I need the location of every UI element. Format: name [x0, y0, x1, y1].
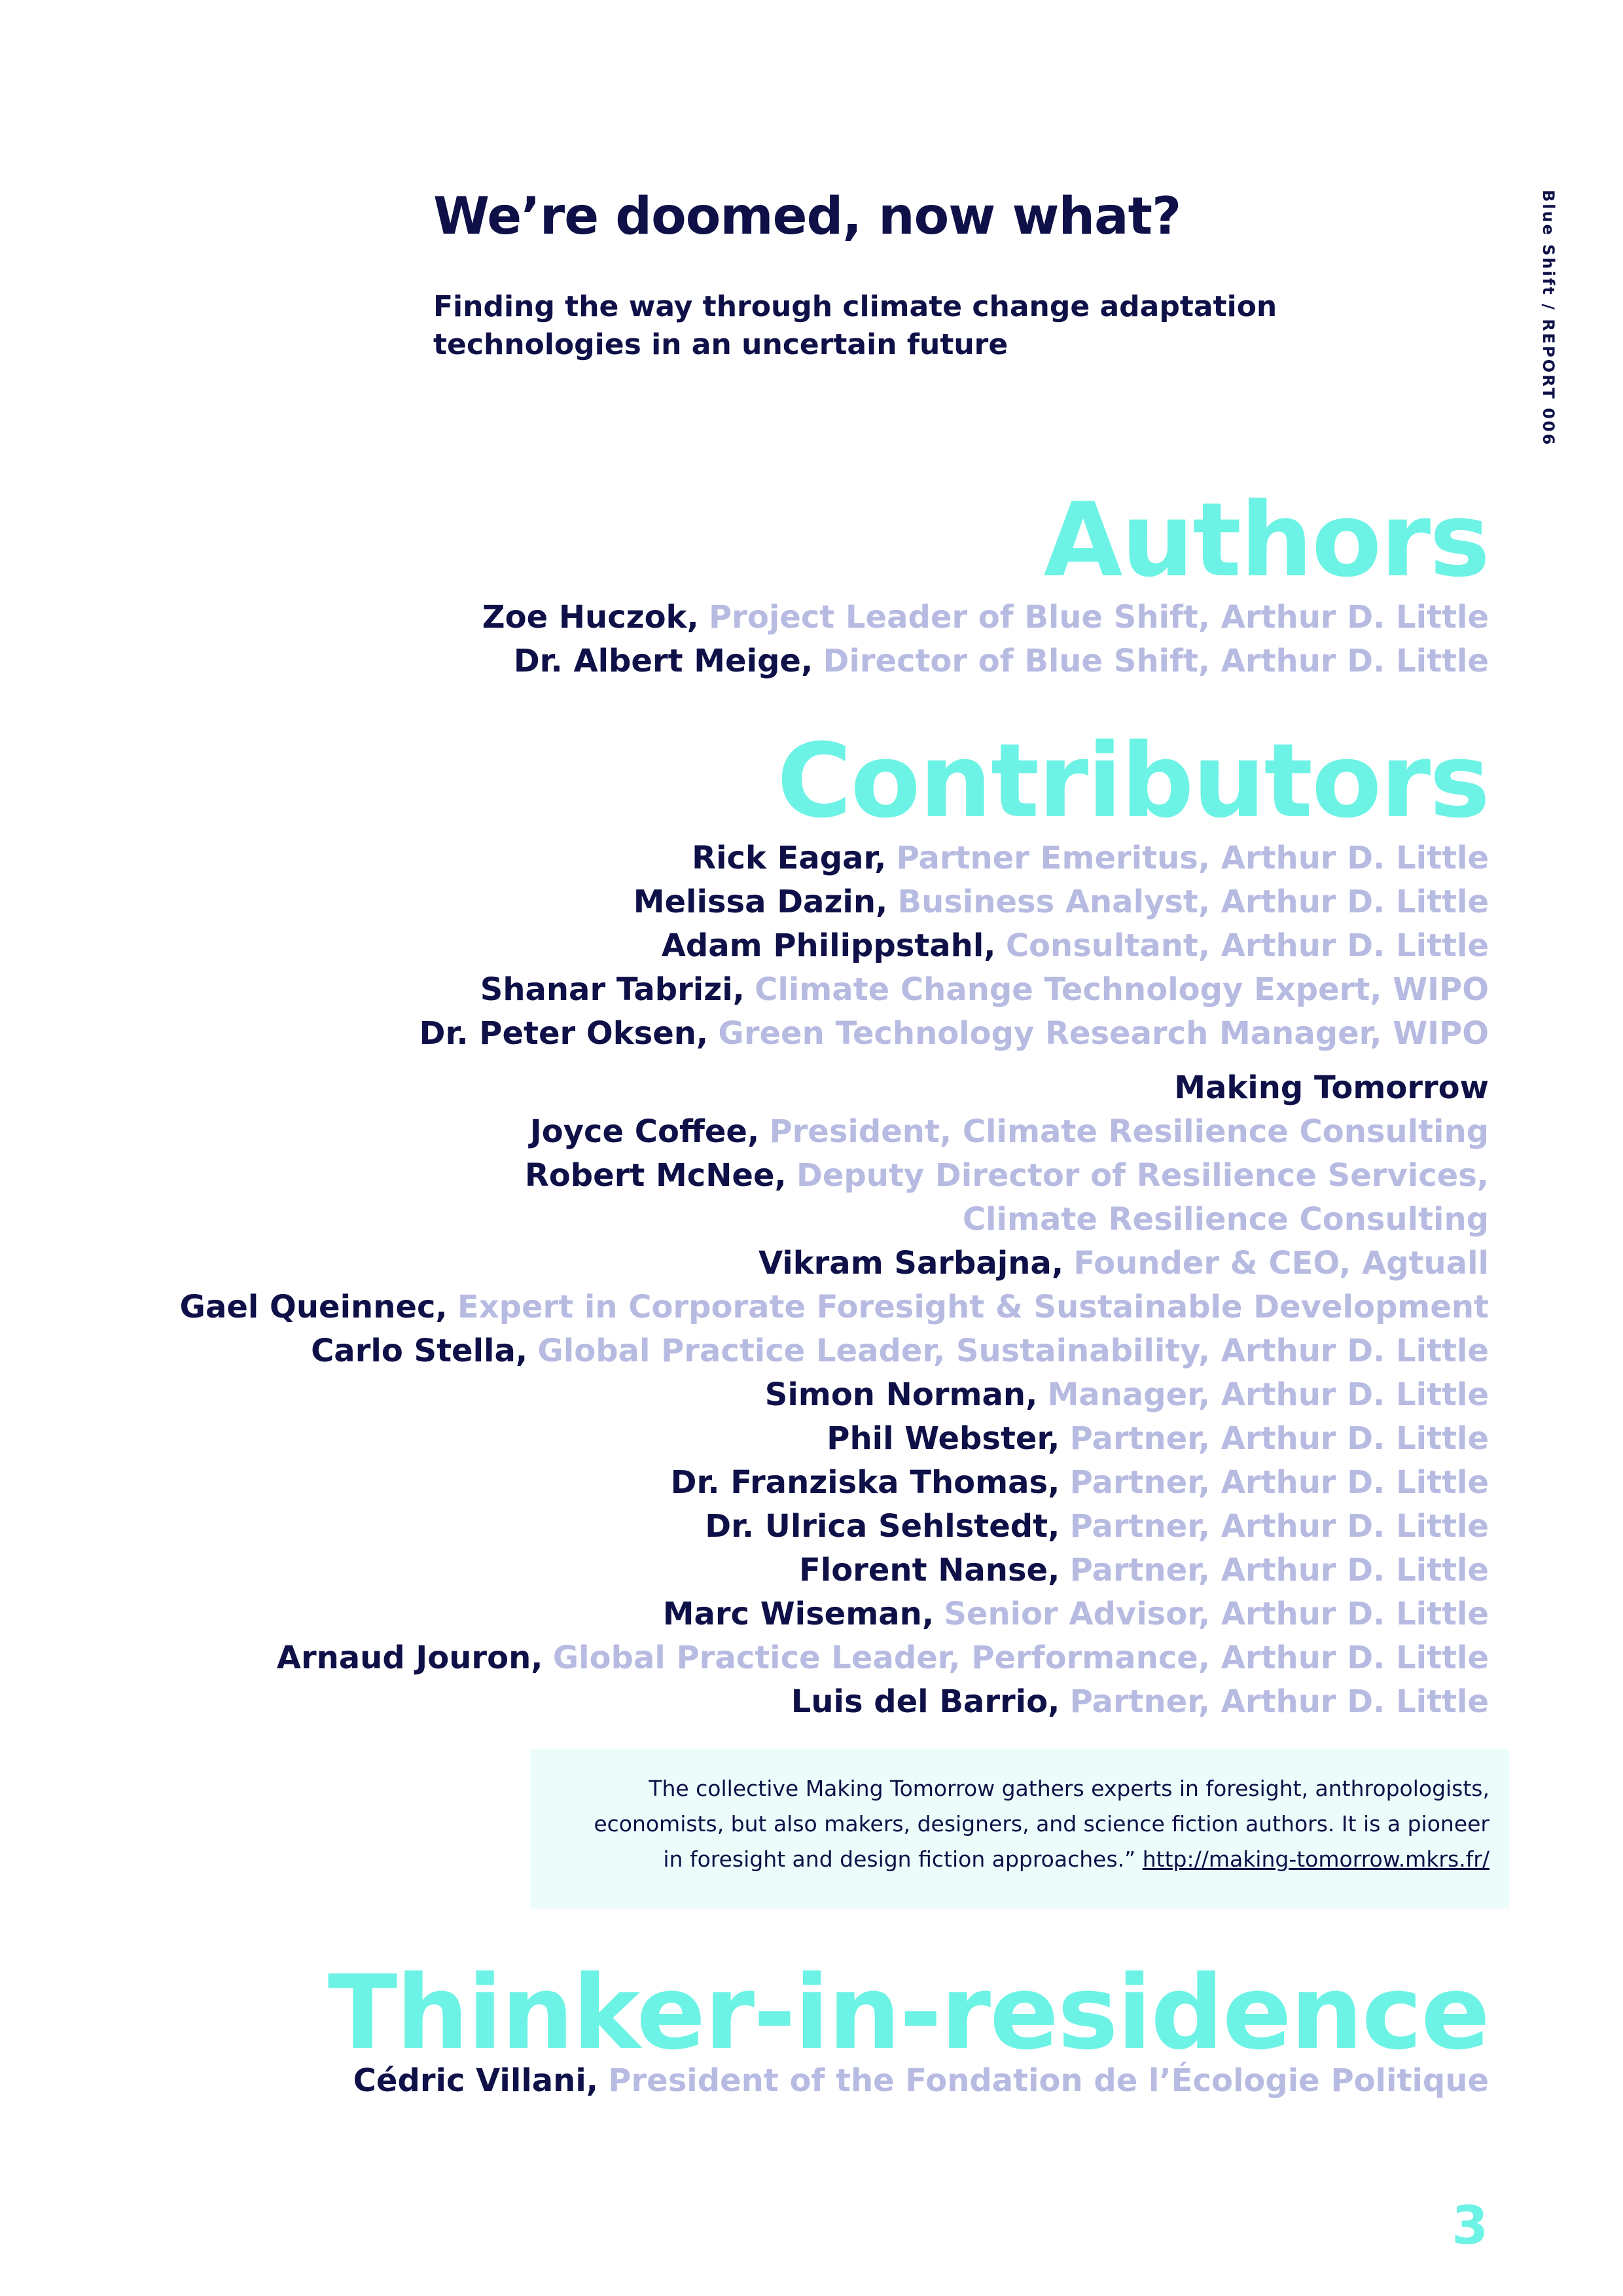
person-role: President of the Fondation de l’Écologie Politique: [608, 2062, 1489, 2099]
making-tomorrow-link[interactable]: http://making-tomorrow.mkrs.fr/: [1142, 1846, 1489, 1872]
person-name: Florent Nanse,: [798, 1552, 1060, 1588]
person-name: Luis del Barrio,: [791, 1683, 1060, 1720]
document-subtitle: Finding the way through climate change adaptation technologies in an uncertain future: [433, 290, 1277, 361]
person-role: Director of Blue Shift, Arthur D. Little: [823, 643, 1489, 679]
person-name: Phil Webster,: [827, 1420, 1060, 1457]
contributor-entry: [180, 1505, 1489, 1549]
contributor-entry: [180, 1329, 1489, 1373]
contributor-entry: [180, 1680, 1489, 1724]
person-role: Climate Resilience Consulting: [962, 1201, 1489, 1238]
contributor-entry: [180, 1012, 1489, 1056]
quote-line: [550, 1842, 1489, 1877]
quote-line: The collective Making Tomorrow gathers experts in foresight, anthropologists,: [649, 1776, 1489, 1801]
person-name: Dr. Franziska Thomas,: [670, 1464, 1060, 1501]
person-name: Adam Philippstahl,: [661, 927, 996, 964]
thinker-entry: [328, 2059, 1489, 2103]
contributor-entry: [180, 1242, 1489, 1285]
person-name: Dr. Peter Oksen,: [419, 1015, 709, 1052]
contributor-entry: [180, 1461, 1489, 1505]
authors-section: [482, 480, 1489, 683]
making-tomorrow-quote-box: [530, 1749, 1509, 1909]
person-role: Global Practice Leader, Performance, Arthur D. Little: [552, 1640, 1489, 1676]
person-name: Joyce Coffee,: [529, 1113, 760, 1150]
contributor-entry: [180, 1285, 1489, 1329]
person-role: Partner, Arthur D. Little: [1069, 1464, 1489, 1501]
person-name: Gael Queinnec,: [179, 1289, 448, 1325]
person-name: Cédric Villani,: [353, 2062, 599, 2099]
authors-heading: Authors: [1043, 480, 1489, 600]
contributor-entry: [180, 1154, 1489, 1198]
contributor-entry: [180, 1373, 1489, 1417]
person-role: Climate Change Technology Expert, WIPO: [755, 971, 1489, 1008]
person-name: Simon Norman,: [764, 1376, 1038, 1413]
contributor-entry: [180, 924, 1489, 968]
person-role: Founder & CEO, Agtuall: [1073, 1245, 1489, 1282]
thinker-in-residence-section: [327, 1953, 1489, 2103]
person-role: Partner, Arthur D. Little: [1069, 1420, 1489, 1457]
person-role: Manager, Arthur D. Little: [1047, 1376, 1489, 1413]
author-entry: [482, 639, 1489, 683]
person-name: Dr. Albert Meige,: [513, 643, 813, 679]
quote-line: economists, but also makers, designers, and science fiction authors. It is a pioneer: [594, 1811, 1489, 1837]
contributor-entry: [180, 1549, 1489, 1592]
person-role: Partner, Arthur D. Little: [1069, 1552, 1489, 1588]
contributor-entry: [180, 968, 1489, 1012]
page-number: 3: [1452, 2195, 1488, 2256]
contributor-entry: [180, 880, 1489, 924]
thinker-heading: Thinker-in-residence: [327, 1953, 1489, 2072]
contributor-entry: [180, 836, 1489, 880]
person-name: Dr. Ulrica Sehlstedt,: [705, 1508, 1060, 1545]
person-name: Zoe Huczok,: [482, 599, 699, 636]
person-name: Robert McNee,: [524, 1157, 787, 1194]
person-role: Business Analyst, Arthur D. Little: [897, 884, 1489, 920]
person-role: Global Practice Leader, Sustainability, Arthur D. Little: [537, 1333, 1489, 1369]
person-role: Partner, Arthur D. Little: [1069, 1683, 1489, 1720]
person-role: Partner Emeritus, Arthur D. Little: [896, 840, 1489, 876]
running-head: Blue Shift / REPORT 006: [1539, 190, 1558, 447]
person-role: Expert in Corporate Foresight & Sustainable Development: [457, 1289, 1489, 1325]
contributors-section: [179, 721, 1489, 1724]
contributor-entry: [180, 1592, 1489, 1636]
contributor-entry: [180, 1636, 1489, 1680]
document-title: We’re doomed, now what?: [433, 187, 1181, 246]
person-role: Senior Advisor, Arthur D. Little: [944, 1596, 1489, 1632]
person-name: Vikram Sarbajna,: [758, 1245, 1064, 1282]
person-name: Shanar Tabrizi,: [480, 971, 745, 1008]
contributors-heading: Contributors: [777, 721, 1489, 840]
contributor-role-continuation: [180, 1198, 1489, 1242]
person-name: Rick Eagar,: [692, 840, 887, 876]
person-role: President, Climate Resilience Consulting: [769, 1113, 1489, 1150]
person-name: Arnaud Jouron,: [276, 1640, 543, 1676]
person-name: Marc Wiseman,: [662, 1596, 935, 1632]
making-tomorrow-label: Making Tomorrow: [1174, 1069, 1489, 1106]
person-name: Carlo Stella,: [311, 1333, 528, 1369]
person-role: Partner, Arthur D. Little: [1069, 1508, 1489, 1545]
person-role: Project Leader of Blue Shift, Arthur D. Little: [708, 599, 1489, 636]
quote-line-text: in foresight and design fiction approaches.”: [663, 1846, 1136, 1872]
person-role: Consultant, Arthur D. Little: [1005, 927, 1489, 964]
person-role: Green Technology Research Manager, WIPO: [718, 1015, 1489, 1052]
person-role: Deputy Director of Resilience Services,: [796, 1157, 1489, 1194]
contributor-entry: [180, 1417, 1489, 1461]
contributor-entry: [180, 1110, 1489, 1154]
person-name: Melissa Dazin,: [633, 884, 888, 920]
author-entry: [482, 596, 1489, 639]
